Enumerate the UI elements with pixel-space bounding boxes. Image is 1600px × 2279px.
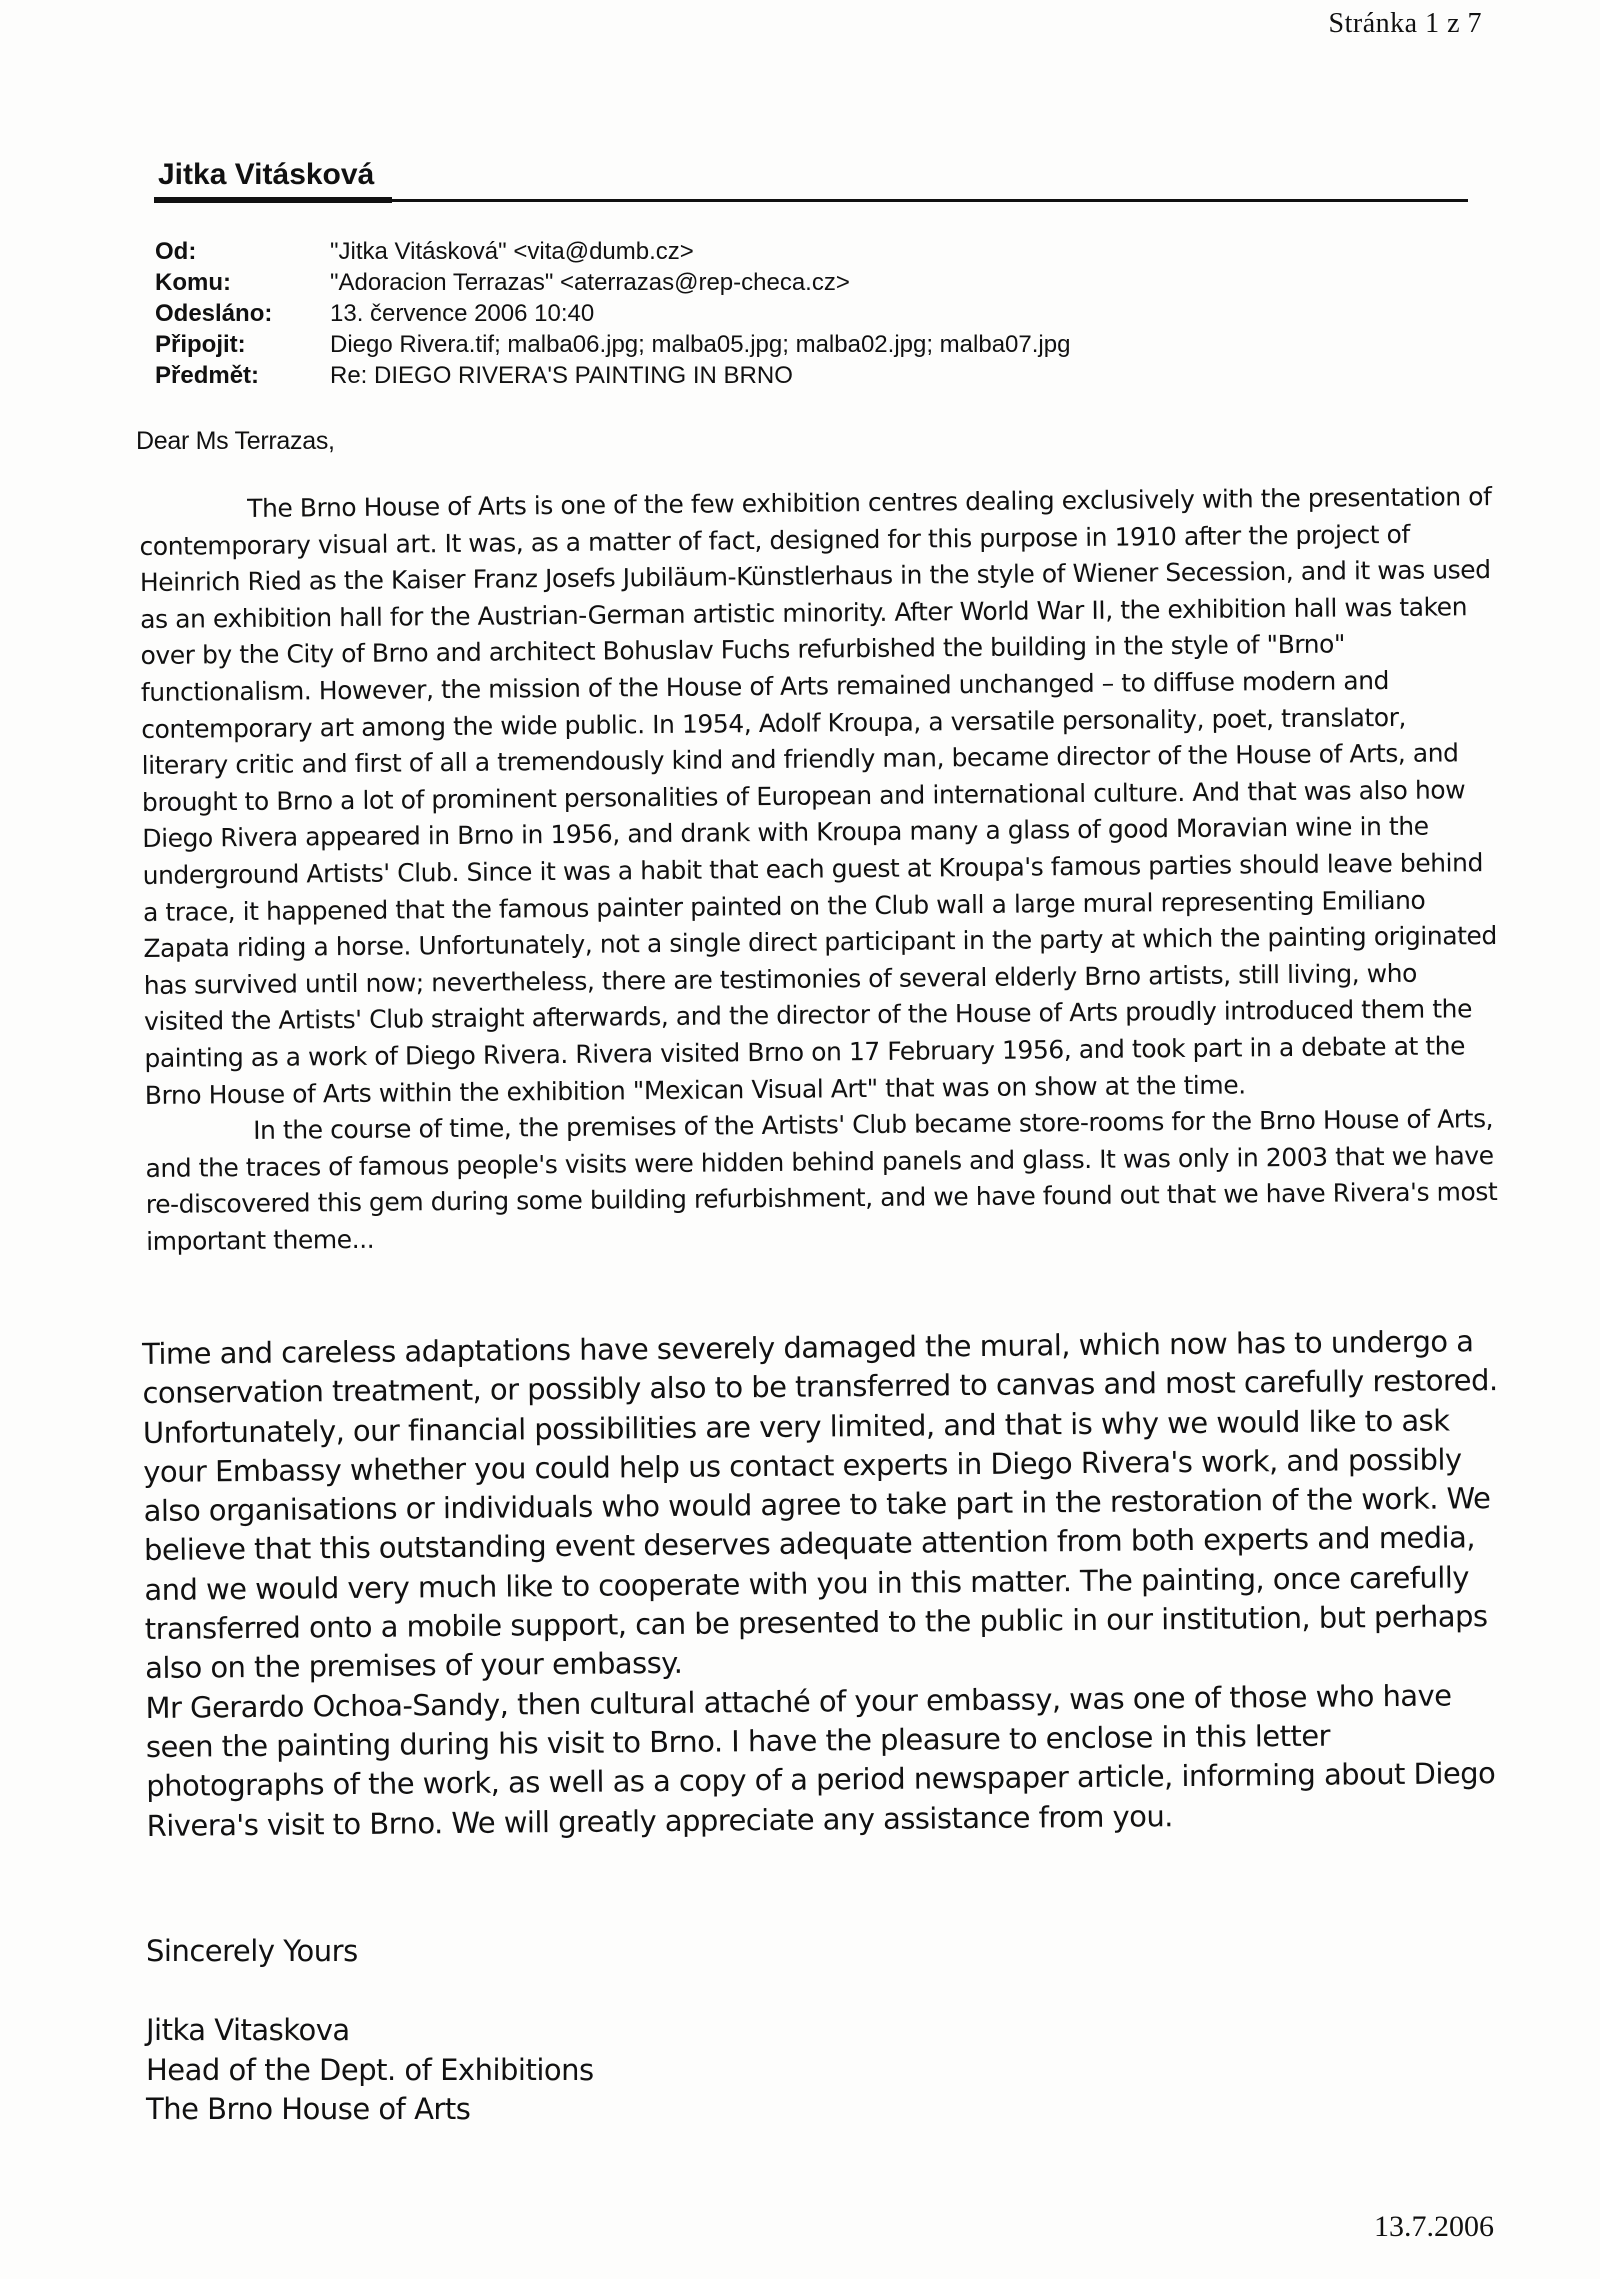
header-value: 13. července 2006 10:40 bbox=[330, 300, 595, 327]
header-row-attachments bbox=[155, 329, 1070, 360]
body-paragraph: Time and careless adaptations have severely damaged the mural, which now has to undergo a conservation treatment, or possibly also to be transferred to canvas and most carefully restored. Unfortunately, our financial possibilities are very limited, and that is why we would like to ask your Embassy whether you could help us contact experts in Diego Rivera's work, and possibly also organisations or individuals who would agree to take part in the restoration of the work. We believe that this outstanding event deserves adequate attention from both experts and media, and we would very much like to cooperate with you in this matter. The painting, once carefully transferred onto a mobile support, can be presented to the public in our institution, but perhaps also on the premises of your embassy. bbox=[142, 1324, 1498, 1686]
header-value: Diego Rivera.tif; malba06.jpg; malba05.jpg; malba02.jpg; malba07.jpg bbox=[330, 331, 1071, 358]
email-header-fields bbox=[155, 236, 1070, 391]
salutation: Dear Ms Terrazas, bbox=[136, 427, 335, 455]
header-value: "Jitka Vitásková" <vita@dumb.cz> bbox=[330, 238, 694, 265]
header-divider-accent bbox=[154, 197, 392, 203]
header-value: "Adoracion Terrazas" <aterrazas@rep-checa.cz> bbox=[330, 269, 850, 296]
body-paragraph: The Brno House of Arts is one of the few exhibition centres dealing exclusively with the presentation of contemporary visual art. It was, as a matter of fact, designed for this purpose in 1910 after the project of Heinrich Ried as the Kaiser Franz Josefs Jubiläum-Künstlerhaus in the style of Wiener Secession, and it was used as an exhibition hall for the Austrian-German artistic minority. After World War II, the exhibition hall was taken over by the City of Brno and architect Bohuslav Fuchs refurbished the building in the style of "Brno" functionalism. However, the mission of the House of Arts remained unchanged – to diffuse modern and contemporary art among the wide public. In 1954, Adolf Kroupa, a versatile personality, poet, translator, literary critic and first of all a tremendously kind and friendly man, became director of the House of Arts, and brought to Brno a lot of prominent personalities of European and international culture. And that was also how Diego Rivera appeared in Brno in 1956, and drank with Kroupa many a glass of good Moravian wine in the underground Artists' Club. Since it was a habit that each guest at Kroupa's famous parties should leave behind a trace, it happened that the famous painter painted on the Club wall a large mural representing Emiliano Zapata riding a horse. Unfortunately, not a single direct participant in the party at which the painting originated has survived until now; nevertheless, there are testimonies of several elderly Brno artists, still living, who visited the Artists' Club straight afterwards, and the director of the House of Arts proudly introduced them the painting as a work of Diego Rivera. Rivera visited Brno on 17 February 1956, and took part in a debate at the Brno House of Arts within the exhibition "Mexican Visual Art" that was on show at the time. bbox=[139, 482, 1497, 1110]
signature-name: Jitka Vitaskova bbox=[146, 2013, 350, 2047]
header-label: Připojit: bbox=[155, 331, 246, 358]
header-label: Odesláno: bbox=[155, 300, 273, 327]
sender-name-heading: Jitka Vitásková bbox=[158, 158, 375, 191]
header-row-from bbox=[155, 236, 1070, 267]
header-label: Předmět: bbox=[155, 362, 260, 389]
header-label: Od: bbox=[155, 238, 197, 265]
signature-organization: The Brno House of Arts bbox=[146, 2092, 471, 2126]
header-row-sent bbox=[155, 298, 1070, 329]
header-row-subject bbox=[155, 360, 1070, 391]
body-paragraph: In the course of time, the premises of the Artists' Club became store-rooms for the Brno House of Arts, and the traces of famous people's visits were hidden behind panels and glass. It was only in 2003 that we have re-discovered this gem during some building refurbishment, and we have found out that we have Rivera's most important theme... bbox=[145, 1104, 1498, 1256]
header-label: Komu: bbox=[155, 269, 231, 296]
signature-title: Head of the Dept. of Exhibitions bbox=[146, 2052, 594, 2087]
letter-body-large bbox=[142, 1322, 1507, 1846]
body-paragraph: Mr Gerardo Ochoa-Sandy, then cultural attaché of your embassy, was one of those who have seen the painting during his visit to Brno. I have the pleasure to enclose in this letter photographs of the work, as well as a copy of a period newspaper article, informing about Diego Rivera's visit to Brno. We will greatly appreciate any assistance from you. bbox=[145, 1678, 1496, 1843]
page-number: Stránka 1 z 7 bbox=[1328, 8, 1482, 39]
header-value: Re: DIEGO RIVERA'S PAINTING IN BRNO bbox=[330, 362, 793, 389]
closing: Sincerely Yours bbox=[146, 1934, 358, 1968]
letter-body-small bbox=[139, 479, 1501, 1260]
header-row-to bbox=[155, 267, 1070, 298]
date-stamp: 13.7.2006 bbox=[1374, 2210, 1494, 2243]
signature-block bbox=[146, 2011, 594, 2130]
